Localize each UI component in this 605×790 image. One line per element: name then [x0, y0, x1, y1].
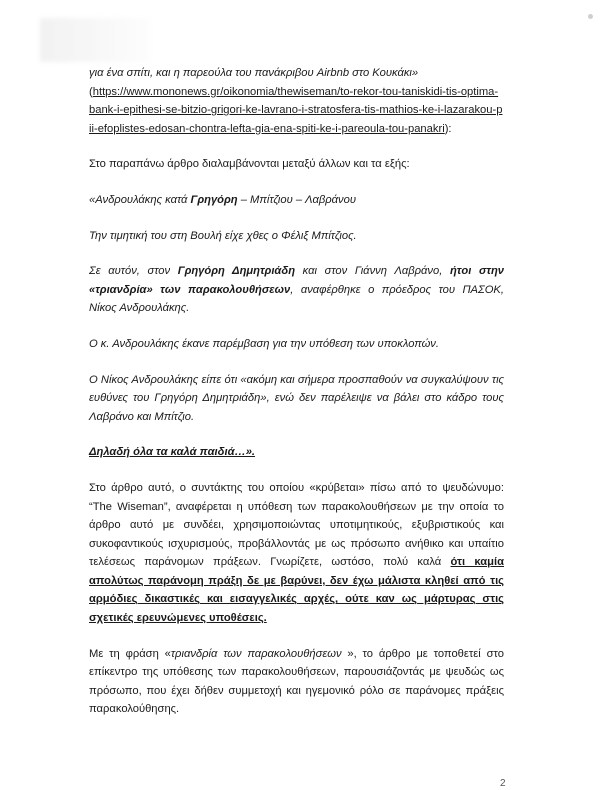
- paragraph-quote-3: Ο κ. Ανδρουλάκης έκανε παρέμβαση για την υπόθεση των υποκλοπών.: [89, 337, 440, 350]
- quote-heading-c: – Μπίτζιου – Λαβράνου: [237, 193, 357, 206]
- commentary-text: Στο άρθρο αυτό, ο συντάκτης του οποίου «κρύβεται» πίσω από το ψευδώνυμο: “The Wiseman”, αναφέρεται η υπόθεση των παρακολουθήσεων με την οποία το άρθρο αυτό με συνδέει, χρησιμοποιώντας υποτιμητικούς, εξυβριστικούς και συκοφαντικούς ισχυρισμούς, προβάλλοντάς με ως πρόσωπο ανήθικο και υπαίτιο τελέσεως παράνομων πράξεων. Γνωρίζετε, ωστόσο, πολύ καλά: [89, 481, 504, 569]
- quote-heading-bold: Γρηγόρη: [190, 193, 238, 206]
- scan-artifact: [40, 18, 150, 62]
- intro-text: για ένα σπίτι, και η παρεούλα του πανάκριβου Airbnb στο Κουκάκι»: [89, 67, 419, 79]
- paragraph-intro-line: [89, 64, 504, 83]
- quote-heading-a: «Ανδρουλάκης κατά: [89, 193, 191, 206]
- paragraph-quote-heading: [89, 191, 504, 210]
- paragraph-triandria: [89, 645, 504, 719]
- letter-body: [89, 64, 504, 719]
- quote2-c: και στον Γιάννη Λαβράνο,: [295, 265, 450, 278]
- paragraph-quote-5: Δηλαδή όλα τα καλά παιδιά…».: [89, 446, 256, 459]
- url-paren-close: ):: [444, 122, 452, 135]
- article-url-link[interactable]: https://www.mononews.gr/oikonomia/thewiseman/to-rekor-tou-taniskidi-tis-optima-bank-i-epithesi-se-bitzio-grigori-ke-lavrano-i-stratosfera-tis-mathios-ke-i-lazarakou-pii-efoplistes-edosan-chontra-lefta-gia-ena-spiti-ke-i-pareoula-tou-panakri: [89, 85, 503, 135]
- url-paren-open: (: [89, 85, 93, 98]
- quote2-bold-phrase: ήτοι στην «τριανδρία» των παρακολουθήσεων: [89, 265, 504, 296]
- quote2-e: , αναφέρθηκε ο πρόεδρος του ΠΑΣΟΚ, Νίκος Ανδρουλάκης.: [89, 283, 505, 315]
- scan-dot: [588, 14, 593, 19]
- commentary-emphasis: ότι καμία απολύτως παράνομη πράξη δε με βαρύνει, δεν έχω μάλιστα κληθεί από τις αρμόδιες δικαστικές και εισαγγελικές αρχές, ούτε καν ως μάρτυρας στις σχετικές ερευνώμενες υποθέσεις.: [89, 556, 504, 625]
- page-number: 2: [500, 778, 506, 789]
- paragraph-url: [89, 83, 504, 139]
- triandria-c: », το άρθρο με τοποθετεί στο επίκεντρο της υπόθεσης των παρακολουθήσεων, παρουσιάζοντάς με ψευδώς ως πρόσωπο, που έχει δήθεν συμμετοχή και ηγεμονικό ρόλο σε παράνομες πράξεις παρακολούθησης.: [89, 647, 504, 716]
- paragraph-quote-intro: Στο παραπάνω άρθρο διαλαμβάνονται μεταξύ άλλων και τα εξής:: [89, 158, 410, 171]
- quote2-bold-name: Γρηγόρη Δημητριάδη: [177, 265, 296, 278]
- quote2-a: Σε αυτόν, στον: [89, 265, 178, 278]
- paragraph-commentary: [89, 479, 504, 628]
- paragraph-quote-4: Ο Νίκος Ανδρουλάκης είπε ότι «ακόμη και σήμερα προσπαθούν να συγκαλύψουν τις ευθύνες του Γρηγόρη Δημητριάδη», ενώ δεν παρέλειψε να βάλει στο κάδρο τους Λαβράνο και Μπίτζιο.: [89, 373, 504, 423]
- triandria-phrase: τριανδρία των παρακολουθήσεων: [170, 647, 342, 660]
- paragraph-quote-1: Την τιμητική του στη Βουλή είχε χθες ο Φέλιξ Μπίτζιος.: [89, 229, 357, 242]
- triandria-a: Με τη φράση «: [89, 647, 171, 660]
- paragraph-quote-2: [89, 262, 504, 318]
